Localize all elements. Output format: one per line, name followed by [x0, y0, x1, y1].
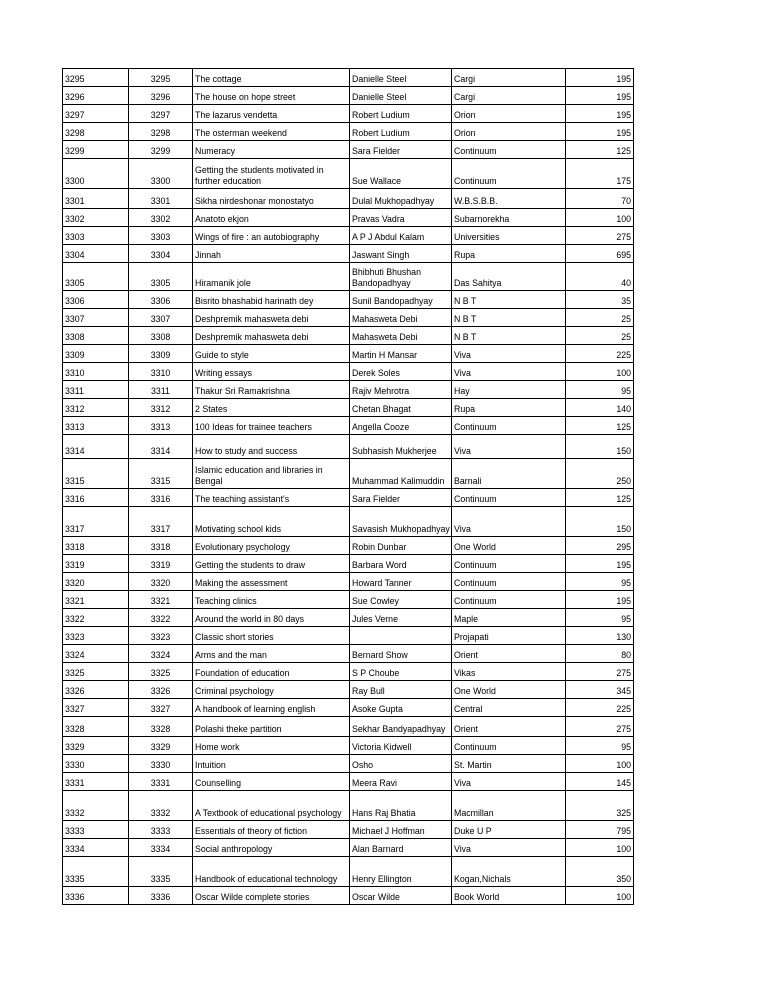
table-row	[63, 773, 634, 791]
title-cell: Teaching clinics	[193, 591, 350, 609]
publisher-cell: St. Martin	[452, 755, 566, 773]
book-number-cell: 3330	[129, 755, 193, 773]
publisher-cell: Orion	[452, 123, 566, 141]
author-cell: Danielle Steel	[350, 87, 452, 105]
book-number-cell: 3332	[129, 791, 193, 821]
publisher-cell: Central	[452, 699, 566, 717]
price-cell: 125	[566, 489, 634, 507]
title-cell: A Textbook of educational psychology	[193, 791, 350, 821]
acc-number-cell: 3323	[63, 627, 129, 645]
price-cell: 35	[566, 291, 634, 309]
price-cell: 95	[566, 609, 634, 627]
book-number-cell: 3301	[129, 189, 193, 209]
publisher-cell: Maple	[452, 609, 566, 627]
acc-number-cell: 3336	[63, 887, 129, 905]
price-cell: 40	[566, 263, 634, 291]
book-number-cell: 3305	[129, 263, 193, 291]
acc-number-cell: 3332	[63, 791, 129, 821]
price-cell: 100	[566, 755, 634, 773]
author-cell: A P J Abdul Kalam	[350, 227, 452, 245]
table-body	[63, 69, 634, 905]
price-cell: 275	[566, 663, 634, 681]
publisher-cell: Continuum	[452, 591, 566, 609]
acc-number-cell: 3310	[63, 363, 129, 381]
acc-number-cell: 3330	[63, 755, 129, 773]
author-cell: Ray Bull	[350, 681, 452, 699]
acc-number-cell: 3298	[63, 123, 129, 141]
table-row	[63, 417, 634, 435]
price-cell: 795	[566, 821, 634, 839]
title-cell: Arms and the man	[193, 645, 350, 663]
price-cell: 70	[566, 189, 634, 209]
acc-number-cell: 3308	[63, 327, 129, 345]
book-number-cell: 3316	[129, 489, 193, 507]
author-cell: Michael J Hoffman	[350, 821, 452, 839]
publisher-cell: Continuum	[452, 737, 566, 755]
title-cell: Oscar Wilde complete stories	[193, 887, 350, 905]
table-row	[63, 459, 634, 489]
book-number-cell: 3329	[129, 737, 193, 755]
price-cell: 175	[566, 159, 634, 189]
table-row	[63, 141, 634, 159]
price-cell: 125	[566, 141, 634, 159]
table-row	[63, 345, 634, 363]
price-cell: 100	[566, 839, 634, 857]
price-cell: 195	[566, 123, 634, 141]
title-cell: Jinnah	[193, 245, 350, 263]
title-cell: Getting the students motivated in further education	[193, 159, 350, 189]
book-number-cell: 3325	[129, 663, 193, 681]
table-row	[63, 123, 634, 141]
book-number-cell: 3335	[129, 857, 193, 887]
title-cell: 100 Ideas for trainee teachers	[193, 417, 350, 435]
author-cell: Sue Cowley	[350, 591, 452, 609]
author-cell: Meera Ravi	[350, 773, 452, 791]
book-number-cell: 3333	[129, 821, 193, 839]
price-cell: 140	[566, 399, 634, 417]
acc-number-cell: 3306	[63, 291, 129, 309]
price-cell: 275	[566, 717, 634, 737]
publisher-cell: Vikas	[452, 663, 566, 681]
publisher-cell: W.B.S.B.B.	[452, 189, 566, 209]
title-cell: The cottage	[193, 69, 350, 87]
price-cell: 95	[566, 381, 634, 399]
publisher-cell: Das Sahitya	[452, 263, 566, 291]
author-cell: Pravas Vadra	[350, 209, 452, 227]
book-register-table	[62, 68, 634, 905]
table-row	[63, 87, 634, 105]
table-row	[63, 573, 634, 591]
title-cell: Intuition	[193, 755, 350, 773]
title-cell: Wings of fire : an autobiography	[193, 227, 350, 245]
price-cell: 195	[566, 105, 634, 123]
acc-number-cell: 3299	[63, 141, 129, 159]
price-cell: 95	[566, 573, 634, 591]
author-cell: Danielle Steel	[350, 69, 452, 87]
book-number-cell: 3328	[129, 717, 193, 737]
author-cell: Sunil Bandopadhyay	[350, 291, 452, 309]
title-cell: Guide to style	[193, 345, 350, 363]
table-row	[63, 737, 634, 755]
price-cell: 195	[566, 69, 634, 87]
author-cell	[350, 627, 452, 645]
title-cell: The osterman weekend	[193, 123, 350, 141]
price-cell: 225	[566, 699, 634, 717]
publisher-cell: One World	[452, 537, 566, 555]
author-cell: Robert Ludium	[350, 105, 452, 123]
author-cell: Hans Raj Bhatia	[350, 791, 452, 821]
author-cell: Barbara Word	[350, 555, 452, 573]
title-cell: Writing essays	[193, 363, 350, 381]
author-cell: Rajiv Mehrotra	[350, 381, 452, 399]
publisher-cell: Orient	[452, 717, 566, 737]
book-number-cell: 3318	[129, 537, 193, 555]
publisher-cell: Continuum	[452, 141, 566, 159]
title-cell: Handbook of educational technology	[193, 857, 350, 887]
table-row	[63, 555, 634, 573]
publisher-cell: Orient	[452, 645, 566, 663]
publisher-cell: N B T	[452, 309, 566, 327]
acc-number-cell: 3307	[63, 309, 129, 327]
table-row	[63, 291, 634, 309]
publisher-cell: Barnali	[452, 459, 566, 489]
acc-number-cell: 3335	[63, 857, 129, 887]
book-number-cell: 3319	[129, 555, 193, 573]
acc-number-cell: 3322	[63, 609, 129, 627]
acc-number-cell: 3300	[63, 159, 129, 189]
publisher-cell: Universities	[452, 227, 566, 245]
acc-number-cell: 3326	[63, 681, 129, 699]
publisher-cell: Rupa	[452, 399, 566, 417]
author-cell: Howard Tanner	[350, 573, 452, 591]
table-row	[63, 591, 634, 609]
author-cell: Oscar Wilde	[350, 887, 452, 905]
price-cell: 150	[566, 507, 634, 537]
table-row	[63, 627, 634, 645]
acc-number-cell: 3303	[63, 227, 129, 245]
price-cell: 295	[566, 537, 634, 555]
acc-number-cell: 3327	[63, 699, 129, 717]
acc-number-cell: 3309	[63, 345, 129, 363]
title-cell: Criminal psychology	[193, 681, 350, 699]
publisher-cell: Rupa	[452, 245, 566, 263]
publisher-cell: Viva	[452, 773, 566, 791]
book-number-cell: 3298	[129, 123, 193, 141]
author-cell: Muhammad Kalimuddin	[350, 459, 452, 489]
table-row	[63, 699, 634, 717]
book-number-cell: 3302	[129, 209, 193, 227]
book-number-cell: 3315	[129, 459, 193, 489]
table-row	[63, 363, 634, 381]
price-cell: 195	[566, 87, 634, 105]
price-cell: 345	[566, 681, 634, 699]
book-number-cell: 3331	[129, 773, 193, 791]
author-cell: Mahasweta Debi	[350, 309, 452, 327]
book-number-cell: 3297	[129, 105, 193, 123]
author-cell: Jules Verne	[350, 609, 452, 627]
price-cell: 80	[566, 645, 634, 663]
publisher-cell: Continuum	[452, 555, 566, 573]
publisher-cell: Kogan,Nichals	[452, 857, 566, 887]
title-cell: Thakur Sri Ramakrishna	[193, 381, 350, 399]
book-number-cell: 3304	[129, 245, 193, 263]
acc-number-cell: 3324	[63, 645, 129, 663]
publisher-cell: Cargi	[452, 69, 566, 87]
price-cell: 95	[566, 737, 634, 755]
price-cell: 695	[566, 245, 634, 263]
book-number-cell: 3327	[129, 699, 193, 717]
title-cell: Home work	[193, 737, 350, 755]
price-cell: 125	[566, 417, 634, 435]
title-cell: A handbook of learning english	[193, 699, 350, 717]
price-cell: 100	[566, 887, 634, 905]
acc-number-cell: 3311	[63, 381, 129, 399]
author-cell: Asoke Gupta	[350, 699, 452, 717]
author-cell: Victoria Kidwell	[350, 737, 452, 755]
price-cell: 195	[566, 591, 634, 609]
price-cell: 130	[566, 627, 634, 645]
title-cell: The teaching assistant's	[193, 489, 350, 507]
title-cell: Numeracy	[193, 141, 350, 159]
author-cell: Sue Wallace	[350, 159, 452, 189]
table-row	[63, 717, 634, 737]
price-cell: 325	[566, 791, 634, 821]
title-cell: Making the assessment	[193, 573, 350, 591]
price-cell: 100	[566, 209, 634, 227]
acc-number-cell: 3314	[63, 435, 129, 459]
title-cell: How to study and success	[193, 435, 350, 459]
table-row	[63, 159, 634, 189]
acc-number-cell: 3320	[63, 573, 129, 591]
table-row	[63, 681, 634, 699]
table-row	[63, 507, 634, 537]
book-number-cell: 3324	[129, 645, 193, 663]
publisher-cell: Continuum	[452, 159, 566, 189]
price-cell: 350	[566, 857, 634, 887]
title-cell: The house on hope street	[193, 87, 350, 105]
acc-number-cell: 3317	[63, 507, 129, 537]
author-cell: Sara Fielder	[350, 489, 452, 507]
title-cell: Bisrito bhashabid harinath dey	[193, 291, 350, 309]
author-cell: Robin Dunbar	[350, 537, 452, 555]
book-number-cell: 3314	[129, 435, 193, 459]
table-row	[63, 663, 634, 681]
table-row	[63, 645, 634, 663]
price-cell: 150	[566, 435, 634, 459]
acc-number-cell: 3331	[63, 773, 129, 791]
publisher-cell: Continuum	[452, 489, 566, 507]
title-cell: Counselling	[193, 773, 350, 791]
author-cell: Dulal Mukhopadhyay	[350, 189, 452, 209]
book-number-cell: 3320	[129, 573, 193, 591]
acc-number-cell: 3296	[63, 87, 129, 105]
acc-number-cell: 3318	[63, 537, 129, 555]
table-row	[63, 381, 634, 399]
publisher-cell: Continuum	[452, 573, 566, 591]
book-number-cell: 3296	[129, 87, 193, 105]
acc-number-cell: 3297	[63, 105, 129, 123]
book-number-cell: 3323	[129, 627, 193, 645]
publisher-cell: Viva	[452, 345, 566, 363]
table-row	[63, 489, 634, 507]
title-cell: Social anthropology	[193, 839, 350, 857]
author-cell: Jaswant Singh	[350, 245, 452, 263]
acc-number-cell: 3295	[63, 69, 129, 87]
author-cell: Derek Soles	[350, 363, 452, 381]
book-number-cell: 3336	[129, 887, 193, 905]
author-cell: Henry Ellington	[350, 857, 452, 887]
book-number-cell: 3295	[129, 69, 193, 87]
title-cell: Foundation of education	[193, 663, 350, 681]
table-row	[63, 209, 634, 227]
book-number-cell: 3300	[129, 159, 193, 189]
price-cell: 275	[566, 227, 634, 245]
author-cell: Subhasish Mukherjee	[350, 435, 452, 459]
publisher-cell: One World	[452, 681, 566, 699]
author-cell: Bhibhuti Bhushan Bandopadhyay	[350, 263, 452, 291]
publisher-cell: Cargi	[452, 87, 566, 105]
table-row	[63, 887, 634, 905]
acc-number-cell: 3333	[63, 821, 129, 839]
table-row	[63, 755, 634, 773]
author-cell: Sara Fielder	[350, 141, 452, 159]
author-cell: S P Choube	[350, 663, 452, 681]
table-row	[63, 821, 634, 839]
title-cell: Sikha nirdeshonar monostatyo	[193, 189, 350, 209]
author-cell: Robert Ludium	[350, 123, 452, 141]
acc-number-cell: 3325	[63, 663, 129, 681]
acc-number-cell: 3316	[63, 489, 129, 507]
table-row	[63, 435, 634, 459]
acc-number-cell: 3301	[63, 189, 129, 209]
table-row	[63, 537, 634, 555]
publisher-cell: Viva	[452, 507, 566, 537]
title-cell: Anatoto ekjon	[193, 209, 350, 227]
acc-number-cell: 3312	[63, 399, 129, 417]
book-number-cell: 3326	[129, 681, 193, 699]
author-cell: Alan Barnard	[350, 839, 452, 857]
author-cell: Chetan Bhagat	[350, 399, 452, 417]
book-number-cell: 3334	[129, 839, 193, 857]
publisher-cell: Subarnorekha	[452, 209, 566, 227]
table-row	[63, 227, 634, 245]
price-cell: 250	[566, 459, 634, 489]
table-row	[63, 839, 634, 857]
publisher-cell: Duke U P	[452, 821, 566, 839]
title-cell: Deshpremik mahasweta debi	[193, 327, 350, 345]
book-number-cell: 3308	[129, 327, 193, 345]
book-number-cell: 3317	[129, 507, 193, 537]
table-row	[63, 327, 634, 345]
title-cell: Getting the students to draw	[193, 555, 350, 573]
price-cell: 225	[566, 345, 634, 363]
acc-number-cell: 3315	[63, 459, 129, 489]
acc-number-cell: 3329	[63, 737, 129, 755]
title-cell: 2 States	[193, 399, 350, 417]
author-cell: Sekhar Bandyapadhyay	[350, 717, 452, 737]
book-number-cell: 3310	[129, 363, 193, 381]
publisher-cell: Continuum	[452, 417, 566, 435]
book-number-cell: 3322	[129, 609, 193, 627]
table-row	[63, 69, 634, 87]
title-cell: Islamic education and libraries in Bengal	[193, 459, 350, 489]
publisher-cell: Macmillan	[452, 791, 566, 821]
table-row	[63, 857, 634, 887]
title-cell: Hiramanik jole	[193, 263, 350, 291]
book-number-cell: 3309	[129, 345, 193, 363]
book-number-cell: 3303	[129, 227, 193, 245]
title-cell: Polashi theke partition	[193, 717, 350, 737]
table-row	[63, 245, 634, 263]
publisher-cell: Viva	[452, 363, 566, 381]
book-number-cell: 3313	[129, 417, 193, 435]
price-cell: 25	[566, 309, 634, 327]
title-cell: Evolutionary psychology	[193, 537, 350, 555]
table-row	[63, 263, 634, 291]
book-number-cell: 3307	[129, 309, 193, 327]
publisher-cell: Hay	[452, 381, 566, 399]
book-number-cell: 3299	[129, 141, 193, 159]
author-cell: Martin H Mansar	[350, 345, 452, 363]
publisher-cell: Projapati	[452, 627, 566, 645]
title-cell: Around the world in 80 days	[193, 609, 350, 627]
price-cell: 100	[566, 363, 634, 381]
publisher-cell: Orion	[452, 105, 566, 123]
acc-number-cell: 3302	[63, 209, 129, 227]
title-cell: Motivating school kids	[193, 507, 350, 537]
title-cell: Essentials of theory of fiction	[193, 821, 350, 839]
author-cell: Savasish Mukhopadhyay	[350, 507, 452, 537]
publisher-cell: N B T	[452, 291, 566, 309]
acc-number-cell: 3319	[63, 555, 129, 573]
author-cell: Mahasweta Debi	[350, 327, 452, 345]
book-number-cell: 3306	[129, 291, 193, 309]
table-row	[63, 791, 634, 821]
table-row	[63, 609, 634, 627]
title-cell: Classic short stories	[193, 627, 350, 645]
acc-number-cell: 3321	[63, 591, 129, 609]
acc-number-cell: 3328	[63, 717, 129, 737]
acc-number-cell: 3313	[63, 417, 129, 435]
publisher-cell: Viva	[452, 435, 566, 459]
publisher-cell: Viva	[452, 839, 566, 857]
table-row	[63, 105, 634, 123]
author-cell: Osho	[350, 755, 452, 773]
price-cell: 25	[566, 327, 634, 345]
book-number-cell: 3321	[129, 591, 193, 609]
table-row	[63, 189, 634, 209]
price-cell: 145	[566, 773, 634, 791]
author-cell: Bernard Show	[350, 645, 452, 663]
acc-number-cell: 3305	[63, 263, 129, 291]
price-cell: 195	[566, 555, 634, 573]
table-row	[63, 399, 634, 417]
book-number-cell: 3311	[129, 381, 193, 399]
table-row	[63, 309, 634, 327]
acc-number-cell: 3334	[63, 839, 129, 857]
author-cell: Angella Cooze	[350, 417, 452, 435]
publisher-cell: Book World	[452, 887, 566, 905]
title-cell: Deshpremik mahasweta debi	[193, 309, 350, 327]
title-cell: The lazarus vendetta	[193, 105, 350, 123]
acc-number-cell: 3304	[63, 245, 129, 263]
publisher-cell: N B T	[452, 327, 566, 345]
book-number-cell: 3312	[129, 399, 193, 417]
